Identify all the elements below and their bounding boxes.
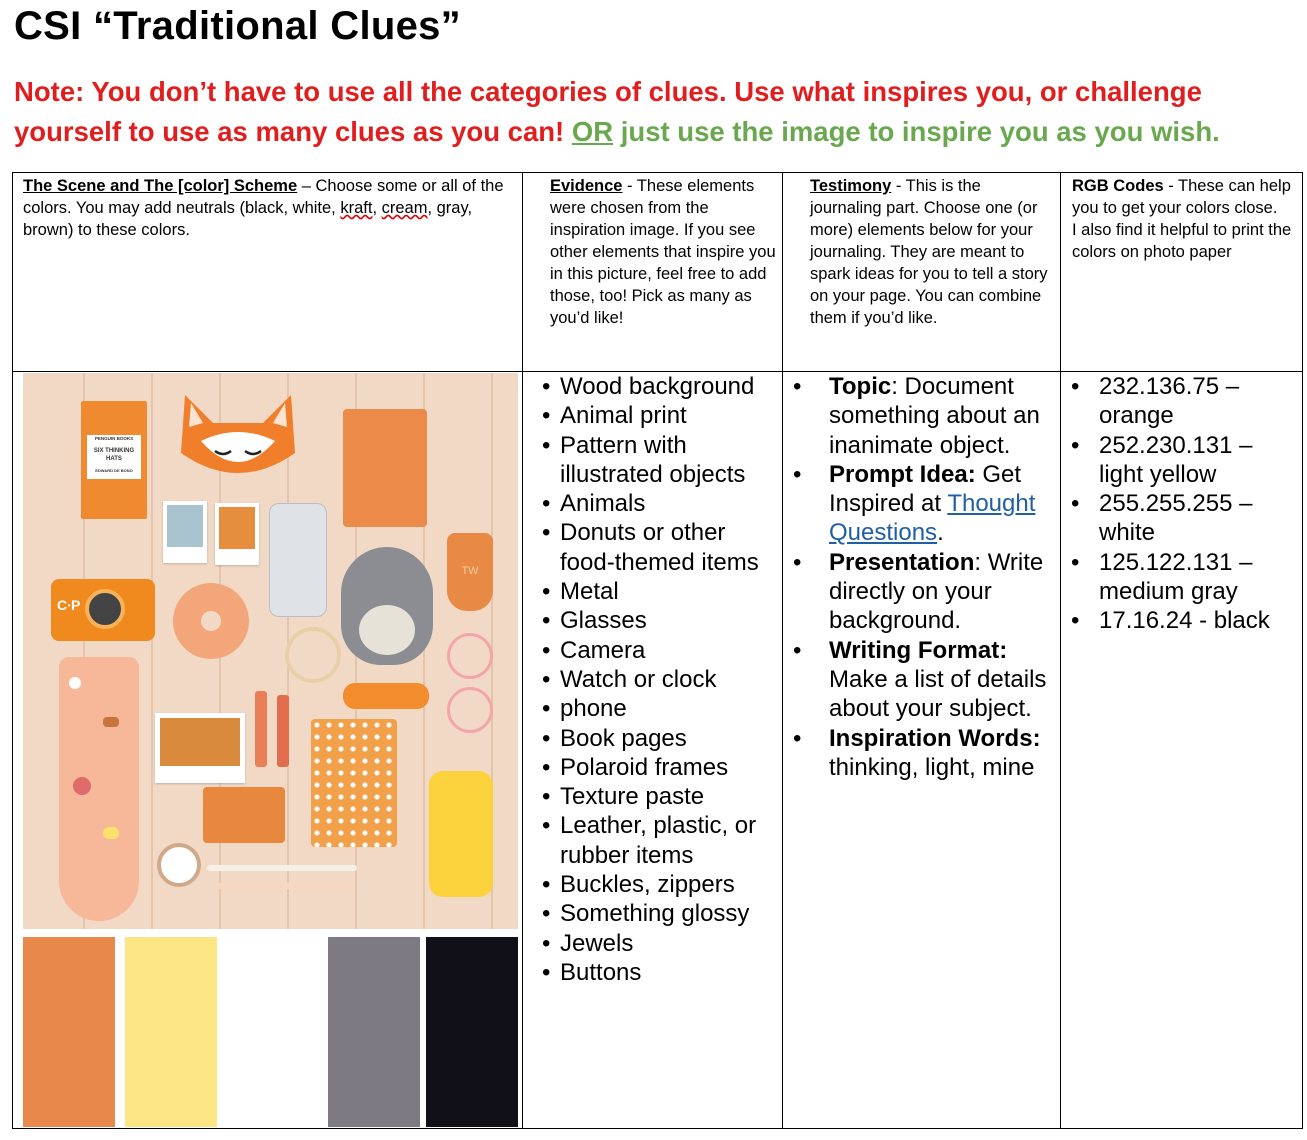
silver-phone xyxy=(269,503,327,617)
book-publisher: PENGUIN BOOKS xyxy=(94,436,134,441)
evidence-item: • Metal xyxy=(540,577,780,606)
table-border-top xyxy=(12,172,1303,173)
words-label: Inspiration Words: xyxy=(829,724,1041,752)
food-pattern-sock xyxy=(59,657,139,921)
leather-tag xyxy=(447,533,493,611)
note-green: just use the image to inspire you as you wish. xyxy=(620,116,1220,147)
testimony-body: - This is the journaling part. Choose one (or more) elements below for your journaling. They are meant to spark ideas for you to tell a story on your page. You can combine them if you’d like. xyxy=(810,177,1048,327)
evidence-item: • Glasses xyxy=(540,606,780,635)
testimony-topic xyxy=(783,372,1059,460)
evidence-item: • Donuts or other food-themed items xyxy=(540,518,780,577)
camera-label: C∙P xyxy=(57,597,81,613)
word-kraft: kraft xyxy=(340,199,373,217)
scene-sep: – xyxy=(297,177,316,195)
evidence-item: • Wood background xyxy=(540,372,780,401)
testimony-list-cell xyxy=(783,372,1059,782)
evidence-header-cell xyxy=(550,175,778,329)
patterned-notebook xyxy=(311,719,397,847)
evidence-item: • Animals xyxy=(540,489,780,518)
evidence-item: • Pattern with illustrated objects xyxy=(540,431,780,490)
thought-questions-link[interactable]: Thought Questions xyxy=(829,490,1036,547)
tag-initials: TW xyxy=(461,565,479,577)
table-border-right xyxy=(1302,172,1303,1129)
evidence-item: • Buckles, zippers xyxy=(540,870,780,899)
bracelet xyxy=(285,627,341,683)
polaroid-photos xyxy=(163,501,263,569)
lipsticks xyxy=(255,691,297,769)
rgb-header-cell xyxy=(1072,175,1298,263)
evidence-body: - These elements were chosen from the inspiration image. If you see other elements that inspire you in this picture, feel free to add those, too! Pick as many as you’d like! xyxy=(550,177,776,327)
testimony-list xyxy=(783,372,1059,782)
testimony-format xyxy=(783,636,1059,724)
prompt-text: Get Inspired at xyxy=(829,460,1022,518)
prompt-label: Prompt Idea: xyxy=(829,460,976,488)
format-text: Make a list of details about your subject. xyxy=(829,665,1047,723)
toy-camera xyxy=(51,579,155,641)
book-title: SIX THINKING HATS xyxy=(93,448,135,462)
format-label: Writing Format: xyxy=(829,636,1008,664)
evidence-item: • Polaroid frames xyxy=(540,753,780,782)
rgb-body: - These can help you to get your colors close. xyxy=(1072,177,1291,217)
evidence-item: • phone xyxy=(540,694,780,723)
swatch-orange xyxy=(23,937,115,1127)
texture-paste-tube xyxy=(343,683,429,709)
glasses xyxy=(447,633,491,733)
leather-pouch xyxy=(203,787,285,843)
clues-table xyxy=(12,172,1303,1129)
orange-notebook xyxy=(343,409,427,527)
fox-eye-mask xyxy=(173,393,303,489)
topic-label: Topic xyxy=(829,373,892,400)
evidence-item: • Watch or clock xyxy=(540,665,780,694)
rgb-code-item: • 252.230.131 – light yellow xyxy=(1061,431,1301,490)
evidence-list xyxy=(540,372,780,987)
evidence-item: • Book pages xyxy=(540,724,780,753)
rgb-code-item: • 125.122.131 – medium gray xyxy=(1061,548,1301,607)
rgb-body-2: I also find it helpful to print the colors on photo paper xyxy=(1072,221,1292,261)
wrist-watch xyxy=(157,843,201,887)
testimony-words xyxy=(783,724,1059,783)
evidence-item: • Jewels xyxy=(540,929,780,958)
evidence-item: • Leather, plastic, or rubber items xyxy=(540,811,780,870)
table-border-bottom xyxy=(12,1128,1303,1129)
swatch-white xyxy=(227,937,319,1127)
inspiration-image xyxy=(23,373,518,929)
rgb-code-item: • 255.255.255 – white xyxy=(1061,489,1301,548)
evidence-item: • Texture paste xyxy=(540,782,780,811)
testimony-prompt xyxy=(783,460,1059,548)
scene-comma: , xyxy=(372,199,382,217)
polaroid-landscape xyxy=(155,713,245,783)
page-title: CSI “Traditional Clues” xyxy=(14,4,461,48)
words-text: thinking, light, mine xyxy=(829,753,1035,781)
word-cream: cream xyxy=(381,199,428,217)
pens xyxy=(207,863,357,899)
rgb-list xyxy=(1061,372,1301,636)
book-author: EDWARD DE BONO xyxy=(95,468,133,473)
topic-text: : Document something about an inanimate object. xyxy=(829,373,1040,459)
scene-body: Choose some or all of the colors. You may add neutrals (black, white, xyxy=(23,177,504,217)
note-or: OR xyxy=(571,116,614,147)
table-border-left xyxy=(12,172,13,1129)
pikachu-phone-case xyxy=(429,771,493,897)
prompt-end: . xyxy=(937,519,944,547)
scene-heading: The Scene and The [color] Scheme xyxy=(23,177,298,195)
totoro-plush xyxy=(341,547,433,665)
presentation-label: Presentation xyxy=(829,548,975,576)
presentation-text: : Write directly on your background. xyxy=(829,548,1044,635)
testimony-presentation xyxy=(783,548,1059,636)
testimony-heading: Testimony xyxy=(810,177,892,195)
evidence-heading: Evidence xyxy=(550,177,623,195)
note-text xyxy=(14,72,1304,152)
scene-header-cell xyxy=(23,175,518,241)
swatch-black xyxy=(426,937,518,1127)
swatch-light-yellow xyxy=(125,937,217,1127)
scene-body-end: , gray, brown) to these colors. xyxy=(23,199,473,239)
donut xyxy=(173,583,249,659)
rgb-list-cell xyxy=(1061,372,1301,636)
evidence-item: • Buttons xyxy=(540,958,780,987)
column-divider-1 xyxy=(522,172,523,1129)
note-red: Note: You don’t have to use all the categories of clues. Use what inspires you, or challenge yourself to use as many clues as you can! xyxy=(14,76,1202,147)
column-divider-3 xyxy=(1060,172,1061,1129)
evidence-item: • Something glossy xyxy=(540,899,780,928)
evidence-item: • Animal print xyxy=(540,401,780,430)
orange-book xyxy=(81,401,147,519)
evidence-list-cell xyxy=(540,372,780,987)
rgb-code-item: • 232.136.75 – orange xyxy=(1061,372,1301,431)
evidence-item: • Camera xyxy=(540,636,780,665)
rgb-heading: RGB Codes xyxy=(1072,177,1164,195)
rgb-code-item: • 17.16.24 - black xyxy=(1061,606,1301,635)
testimony-header-cell xyxy=(810,175,1052,329)
swatch-medium-gray xyxy=(328,937,420,1127)
